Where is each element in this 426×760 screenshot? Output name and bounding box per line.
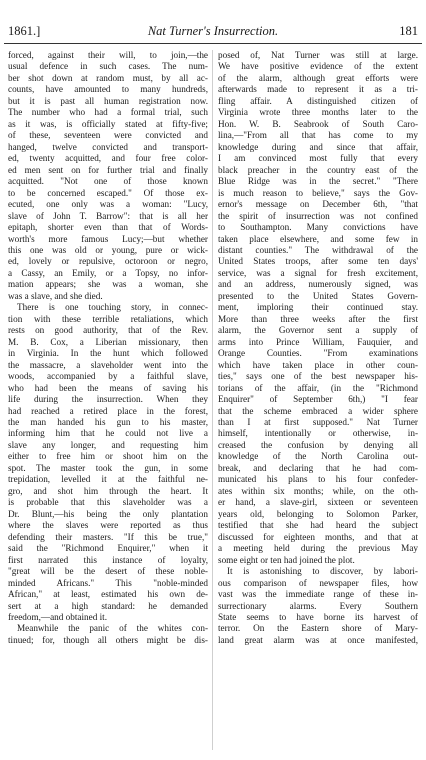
text-line: informing him that he could not live a — [8, 428, 208, 439]
text-line: counts, have amounted to many hundreds, — [8, 84, 208, 95]
running-header — [8, 24, 418, 40]
text-line: Virginia wrote three months later to the — [218, 107, 418, 118]
text-line: had reached a retired place in the forest, — [8, 405, 208, 416]
text-line: arms into Prince William, Fauquier, and — [218, 336, 418, 347]
text-line: presented to the United States Govern- — [218, 290, 418, 301]
text-line: ties," says one of the best newspaper his- — [218, 371, 418, 382]
text-line: Dr. Blunt,—his being the only plantation — [8, 508, 208, 519]
text-line: sert at a high standard: he demanded — [8, 600, 208, 611]
text-line: tion with these terrible retaliations, which — [8, 313, 208, 324]
text-line: ed, twenty acquitted, and four free color- — [8, 153, 208, 164]
text-line: acquitted. "Not one of those known — [8, 176, 208, 187]
text-line: discussed for eighteen months, and that at — [218, 531, 418, 542]
text-line: but it is past all human registration now. — [8, 95, 208, 106]
text-line: Hon. W. B. Seabrook of South Caro- — [218, 118, 418, 129]
text-line: African," at least, estimated his own de- — [8, 589, 208, 600]
text-line: lina,—"From all that has come to my — [218, 130, 418, 141]
text-line: posed of, Nat Turner was still at large. — [218, 50, 418, 60]
text-line: knowledge of the North Carolina out- — [218, 451, 418, 462]
text-line: which have taken place in other coun- — [218, 359, 418, 370]
column-gutter — [212, 50, 213, 750]
text-line: the spirit of insurrection was not confined — [218, 210, 418, 221]
text-line: distant counties." The withdrawal of the — [218, 244, 418, 255]
text-line: ment, imploring their continued stay. — [218, 302, 418, 313]
text-line: a Cassy, an Emily, or a Topsy, no infor- — [8, 267, 208, 278]
text-line: the man handed his gun to his master, — [8, 417, 208, 427]
header-year: 1861.] — [8, 24, 41, 38]
text-line: usual defence in such cases. The num- — [8, 61, 208, 72]
text-line: this one was old or young, pure or wick- — [8, 244, 208, 255]
text-line: terror. On the Eastern shore of Mary- — [218, 623, 418, 634]
text-line: It is astonishing to discover, by labori- — [227, 566, 418, 577]
text-line: a meeting held during the previous May — [218, 543, 418, 554]
text-line: to Southampton. Many convictions have — [218, 222, 418, 233]
text-line: either to free him or shoot him on the — [8, 451, 208, 462]
page-number: 181 — [399, 24, 418, 38]
text-line: where the slaves were reported as thus — [8, 520, 208, 531]
text-line: life during the insurrection. When they — [8, 394, 208, 405]
text-line: State seems to have borne its harvest of — [218, 611, 418, 622]
text-line: that the scheme embraced a wider sphere — [218, 405, 418, 416]
text-line: spot. The master took the gun, in some — [8, 462, 208, 473]
text-line: Blue Ridge was in the secret." "There — [218, 176, 418, 187]
text-line: municated his plans to his four confeder- — [218, 474, 418, 485]
header-rule — [4, 43, 422, 44]
text-line: was a slave, and she died. — [8, 290, 103, 301]
text-line: years old, belonging to Solomon Parker, — [218, 508, 418, 519]
text-line: vast was the immediate range of these in- — [218, 589, 418, 600]
text-line: afterwards made to represent it as a tri- — [218, 84, 418, 95]
text-line: himself, intentionally or otherwise, in- — [218, 428, 418, 439]
text-line: black preacher in the country east of the — [218, 164, 418, 175]
text-line: minded Africans." This "noble-minded — [8, 577, 208, 588]
text-line: some eight or ten had joined the plot. — [218, 554, 355, 565]
text-line: ed, lovely or repulsive, octoroon or negro, — [8, 256, 208, 267]
text-line: woods, accompanied by a faithful slave, — [8, 371, 208, 382]
text-line: defending their masters. "If this be true," — [8, 531, 208, 542]
text-line: slave of John T. Barrow": that is all her — [8, 210, 208, 221]
text-line: service, was a signal for fresh excitement, — [218, 267, 418, 278]
text-line: The number who had a formal trial, such — [8, 107, 208, 118]
text-line: worth's more famous Lucy;—but whether — [8, 233, 208, 244]
text-line: land great alarm was at once manifested, — [218, 634, 418, 645]
text-line: mation appears; she was a woman, she — [8, 279, 208, 290]
text-line: creased the confusion by denying all — [218, 439, 418, 450]
text-line: We have positive evidence of the extent — [218, 61, 418, 72]
text-line: is probable that this slaveholder was a — [8, 497, 208, 508]
header-title: Nat Turner's Insurrection. — [147, 24, 279, 38]
text-line: ous comparison of newspaper files, how — [218, 577, 418, 588]
text-line: alarm, the Governor sent a supply of — [218, 325, 418, 336]
text-line: and an address, numerously signed, was — [218, 279, 418, 290]
text-line: surrectionary alarms. Every Southern — [218, 600, 418, 611]
text-line: testified that she had heard the subject — [218, 520, 418, 531]
text-line: ecuted, one only was a woman: "Lucy, — [8, 199, 208, 210]
text-line: of these, seventeen were convicted and — [8, 130, 208, 141]
text-line: ber shot down at random must, by all ac- — [8, 72, 208, 83]
text-line: of the alarm, although great efforts were — [218, 72, 418, 83]
text-line: I am convinced most fully that every — [218, 153, 418, 164]
text-line: er hand, a slave-girl, sixteen or seventeen — [218, 497, 418, 508]
text-line: as it was, is officially stated at fifty-five; — [8, 118, 208, 129]
left-column — [8, 50, 208, 646]
text-line: ernor's message on December 6th, "that — [218, 199, 418, 210]
text-line: Orange Counties. "From examinations — [218, 348, 418, 359]
text-line: "great will be the desert of these noble- — [8, 566, 208, 577]
text-line: There is one touching story, in connec- — [17, 302, 208, 313]
text-line: gro, and shot him through the heart. It — [8, 485, 208, 496]
text-line: Meanwhile the panic of the whites con- — [17, 623, 208, 634]
text-line: epitaph, shorter even than that of Words- — [8, 222, 208, 233]
text-line: rests on good authority, that of the Rev. — [8, 325, 208, 336]
text-line: to be concerned escaped." Of those ex- — [8, 187, 208, 198]
text-line: tinued; for, though all others might be dis- — [8, 634, 208, 645]
text-line: M. B. Cox, a Liberian missionary, then — [8, 336, 208, 347]
text-line: who had been the means of saving his — [8, 382, 208, 393]
text-line: taken place elsewhere, and some few in — [218, 233, 418, 244]
text-line: said the "Richmond Enquirer," when it — [8, 543, 208, 554]
text-line: trepidation, levelled it at the faithful ne- — [8, 474, 208, 485]
text-line: Enquirer" of September 6th,) "I fear — [218, 394, 418, 405]
text-line: than I at first supposed." Nat Turner — [218, 417, 418, 427]
text-line: ed men sent on for further trial and finally — [8, 164, 208, 175]
text-line: fling affair. A distinguished citizen of — [218, 95, 418, 106]
text-line: is much reason to believe," says the Gov- — [218, 187, 418, 198]
text-line: in Virginia. In the hunt which followed — [8, 348, 208, 359]
text-line: torians of the affair, (in the "Richmond — [218, 382, 418, 393]
text-line: United States troops, after some ten days' — [218, 256, 418, 267]
text-line: break, and declaring that he had com- — [218, 462, 418, 473]
text-line: the massacre, a slaveholder went into the — [8, 359, 208, 370]
text-line: first narrated this instance of loyalty, — [8, 554, 208, 565]
text-line: ates within six months; while, on the oth- — [218, 485, 418, 496]
text-line: freedom,—and obtained it. — [8, 611, 107, 622]
text-line: forced, against their will, to join,—the — [8, 50, 208, 60]
text-line: hanged, twelve convicted and transport- — [8, 141, 208, 152]
text-line: More than three weeks after the first — [218, 313, 418, 324]
text-line: knowledge during and since that affair, — [218, 141, 418, 152]
text-line: slave any longer, and requesting him — [8, 439, 208, 450]
right-column — [218, 50, 418, 646]
